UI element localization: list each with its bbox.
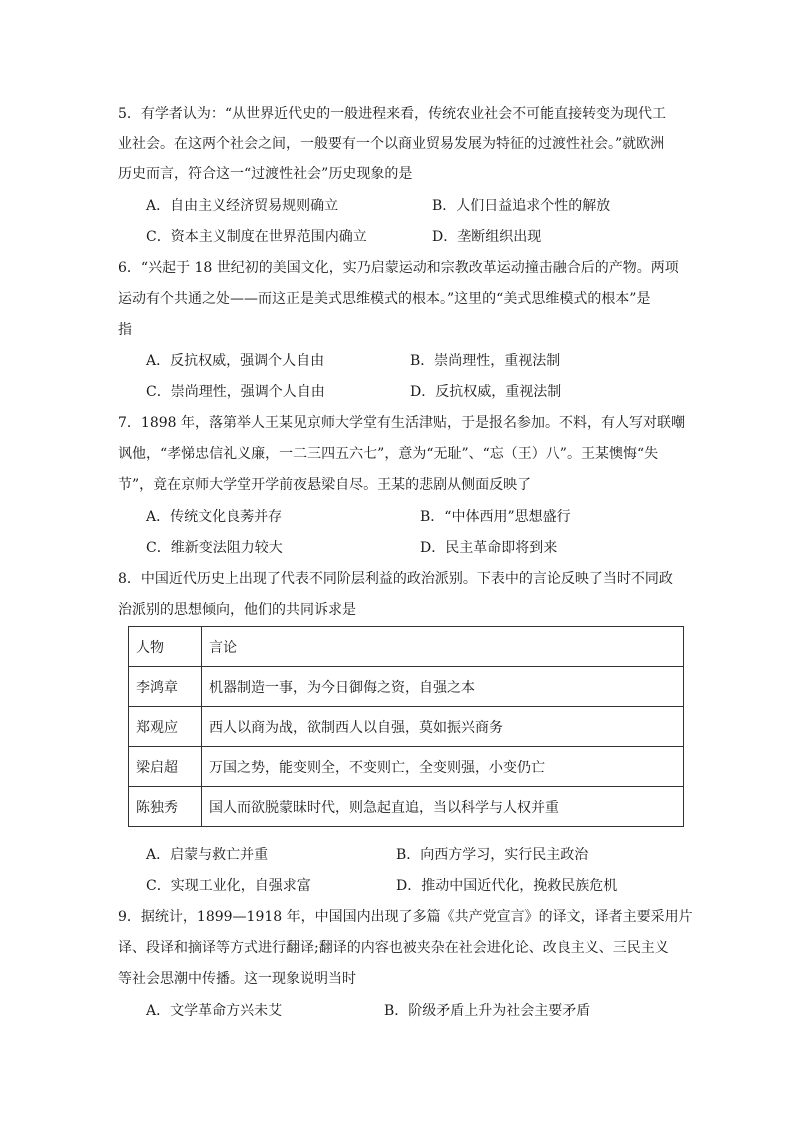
table-row xyxy=(129,787,684,827)
table-cell-person: 郑观应 xyxy=(129,707,202,747)
q9-stem-line-1: 9．据统计，1899—1918 年，中国国内出现了多篇《共产党宣言》的译文，译者主要采用片 xyxy=(118,909,693,925)
q5-stem-line-3: 历史而言，符合这一“过渡性社会”历史现象的是 xyxy=(118,166,413,182)
table-row xyxy=(129,667,684,707)
q5-option-d: D．垄断组织出现 xyxy=(432,229,542,245)
q5-option-a: A．自由主义经济贸易规则确立 xyxy=(146,198,339,214)
table-cell-quote: 万国之势，能变则全，不变则亡，全变则强，小变仍亡 xyxy=(202,747,684,787)
q7-option-d: D．民主革命即将到来 xyxy=(420,540,558,556)
q8-option-b: B．向西方学习，实行民主政治 xyxy=(396,847,589,863)
table-header-row xyxy=(129,627,684,667)
table-row xyxy=(129,747,684,787)
q5-stem-line-2: 业社会。在这两个社会之间，一般要有一个以商业贸易发展为特征的过渡性社会。”就欧洲 xyxy=(118,136,665,152)
table-header-person: 人物 xyxy=(129,627,202,667)
table-header-quote: 言论 xyxy=(202,627,684,667)
q6-stem-line-1: 6．“兴起于 18 世纪初的美国文化，实乃启蒙运动和宗教改革运动撞击融合后的产物。两项 xyxy=(118,260,679,276)
q7-stem-line-2: 讽他，“孝悌忠信礼义廉，一二三四五六七”，意为“无耻”、“忘（王）八”。王某懊悔“失 xyxy=(118,446,659,462)
table-cell-person: 李鸿章 xyxy=(129,667,202,707)
table-row xyxy=(129,707,684,747)
q8-option-a: A．启蒙与救亡并重 xyxy=(146,847,269,863)
q6-option-a: A．反抗权威，强调个人自由 xyxy=(146,353,325,369)
q5-option-c: C．资本主义制度在世界范围内确立 xyxy=(146,229,367,245)
q7-stem-line-3: 节”，竟在京师大学堂开学前夜悬梁自尽。王某的悲剧从侧面反映了 xyxy=(118,477,532,493)
q5-option-b: B．人们日益追求个性的解放 xyxy=(432,198,611,214)
q9-stem-line-3: 等社会思潮中传播。这一现象说明当时 xyxy=(118,971,356,987)
q8-option-c: C．实现工业化，自强求富 xyxy=(146,878,311,894)
q6-option-d: D．反抗权威，重视法制 xyxy=(410,384,562,400)
q9-option-b: B．阶级矛盾上升为社会主要矛盾 xyxy=(384,1003,591,1019)
table-cell-quote: 机器制造一事，为今日御侮之资，自强之本 xyxy=(202,667,684,707)
q7-option-a: A．传统文化良莠并存 xyxy=(146,509,283,525)
q8-quotes-table xyxy=(128,626,684,827)
q8-stem-line-2: 治派别的思想倾向，他们的共同诉求是 xyxy=(118,602,356,618)
q5-stem-line-1: 5．有学者认为：“从世界近代史的一般进程来看，传统农业社会不可能直接转变为现代工 xyxy=(118,106,667,122)
q7-option-b: B．“中体西用”思想盛行 xyxy=(420,509,571,525)
table-cell-quote: 西人以商为战，欲制西人以自强，莫如振兴商务 xyxy=(202,707,684,747)
q6-option-c: C．崇尚理性，强调个人自由 xyxy=(146,384,325,400)
table-cell-person: 梁启超 xyxy=(129,747,202,787)
q9-option-a: A．文学革命方兴未艾 xyxy=(146,1003,283,1019)
q7-stem-line-1: 7．1898 年，落第举人王某见京师大学堂有生活津贴，于是报名参加。不料，有人写对联嘲 xyxy=(118,415,685,431)
q6-stem-line-3: 指 xyxy=(118,322,132,338)
q6-option-b: B．崇尚理性，重视法制 xyxy=(410,353,561,369)
table-cell-quote: 国人而欲脱蒙昧时代，则急起直追，当以科学与人权并重 xyxy=(202,787,684,827)
q8-option-d: D．推动中国近代化，挽救民族危机 xyxy=(396,878,618,894)
q6-stem-line-2: 运动有个共通之处——而这正是美式思维模式的根本。”这里的“美式思维模式的根本”是 xyxy=(118,291,651,307)
q8-stem-line-1: 8．中国近代历史上出现了代表不同阶层利益的政治派别。下表中的言论反映了当时不同政 xyxy=(118,571,673,587)
q7-option-c: C．维新变法阻力较大 xyxy=(146,540,283,556)
table-cell-person: 陈独秀 xyxy=(129,787,202,827)
q9-stem-line-2: 译、段译和摘译等方式进行翻译;翻译的内容也被夹杂在社会进化论、改良主义、三民主义 xyxy=(118,940,669,956)
